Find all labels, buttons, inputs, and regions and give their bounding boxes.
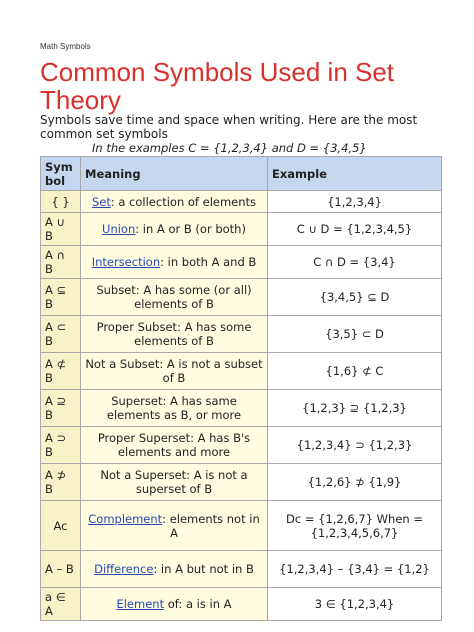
- example-cell: C ∪ D = {1,2,3,4,5}: [268, 213, 442, 246]
- meaning-cell: [81, 588, 268, 621]
- symbol-cell: A ⊅ B: [41, 464, 81, 501]
- table-row: [41, 427, 442, 464]
- table-row: [41, 316, 442, 353]
- table-row: [41, 501, 442, 551]
- table-row: [41, 191, 442, 213]
- table-row: [41, 353, 442, 390]
- example-cell: {1,2,6} ⊅ {1,9}: [268, 464, 442, 501]
- meaning-text: of: a is in A: [164, 597, 232, 611]
- meaning-cell: Proper Subset: A has some elements of B: [81, 316, 268, 353]
- example-cell: {3,5} ⊂ D: [268, 316, 442, 353]
- table-header-row: [41, 157, 442, 191]
- meaning-cell: Not a Superset: A is not a superset of B: [81, 464, 268, 501]
- symbol-cell: Ac: [41, 501, 81, 551]
- table-row: [41, 279, 442, 316]
- table-row: [41, 246, 442, 279]
- meaning-text: : in A or B (or both): [135, 222, 246, 236]
- table-row: [41, 213, 442, 246]
- example-cell: {1,2,3,4} – {3,4} = {1,2}: [268, 551, 442, 588]
- symbol-cell: { }: [41, 191, 81, 213]
- table-row: [41, 551, 442, 588]
- breadcrumb: Math Symbols: [40, 42, 91, 51]
- table-row: [41, 390, 442, 427]
- example-cell: {1,2,3,4} ⊃ {1,2,3}: [268, 427, 442, 464]
- meaning-text: : elements not in A: [162, 511, 260, 540]
- set-symbols-table: [40, 156, 442, 621]
- meaning-cell: Superset: A has same elements as B, or more: [81, 390, 268, 427]
- intersection-link[interactable]: Intersection: [91, 255, 161, 269]
- meaning-cell: Proper Superset: A has B's elements and more: [81, 427, 268, 464]
- example-cell: Dc = {1,2,6,7} When = {1,2,3,4,5,6,7}: [268, 501, 442, 551]
- header-symbol: Sym bol: [41, 157, 81, 191]
- intro-text: Symbols save time and space when writing. Here are the most common set symbols: [40, 113, 418, 141]
- meaning-text: : a collection of elements: [110, 194, 257, 209]
- header-example: Example: [268, 157, 442, 191]
- symbol-cell: a ∈ A: [41, 588, 81, 621]
- symbol-cell: A ∩ B: [41, 246, 81, 279]
- examples-note: In the examples C = {1,2,3,4} and D = {3,4,5}: [92, 141, 367, 155]
- meaning-text: : in both A and B: [160, 255, 257, 269]
- meaning-cell: Subset: A has some (or all) elements of B: [81, 279, 268, 316]
- symbol-cell: A ⊆ B: [41, 279, 81, 316]
- set-link[interactable]: Set: [91, 194, 111, 209]
- table-row: [41, 464, 442, 501]
- meaning-cell: [81, 246, 268, 279]
- symbol-cell: A ⊇ B: [41, 390, 81, 427]
- symbol-cell: A ∪ B: [41, 213, 81, 246]
- union-link[interactable]: Union: [102, 222, 136, 236]
- element-link[interactable]: Element: [116, 597, 165, 611]
- symbol-cell: A ⊄ B: [41, 353, 81, 390]
- meaning-cell: [81, 213, 268, 246]
- example-cell: {1,6} ⊄ C: [268, 353, 442, 390]
- example-cell: C ∩ D = {3,4}: [268, 246, 442, 279]
- meaning-text: : in A but not in B: [153, 562, 254, 576]
- meaning-cell: [81, 551, 268, 588]
- example-cell: 3 ∈ {1,2,3,4}: [268, 588, 442, 621]
- page-title: Common Symbols Used in Set Theory: [40, 57, 395, 115]
- example-cell: {1,2,3} ⊇ {1,2,3}: [268, 390, 442, 427]
- complement-link[interactable]: Complement: [88, 511, 163, 526]
- meaning-cell: [81, 191, 268, 213]
- example-cell: {3,4,5} ⊆ D: [268, 279, 442, 316]
- table-row: [41, 588, 442, 621]
- difference-link[interactable]: Difference: [94, 562, 154, 576]
- symbol-cell: A ⊂ B: [41, 316, 81, 353]
- symbol-cell: A – B: [41, 551, 81, 588]
- header-meaning: Meaning: [81, 157, 268, 191]
- meaning-cell: [81, 501, 268, 551]
- meaning-cell: Not a Subset: A is not a subset of B: [81, 353, 268, 390]
- example-cell: {1,2,3,4}: [268, 191, 442, 213]
- symbol-cell: A ⊃ B: [41, 427, 81, 464]
